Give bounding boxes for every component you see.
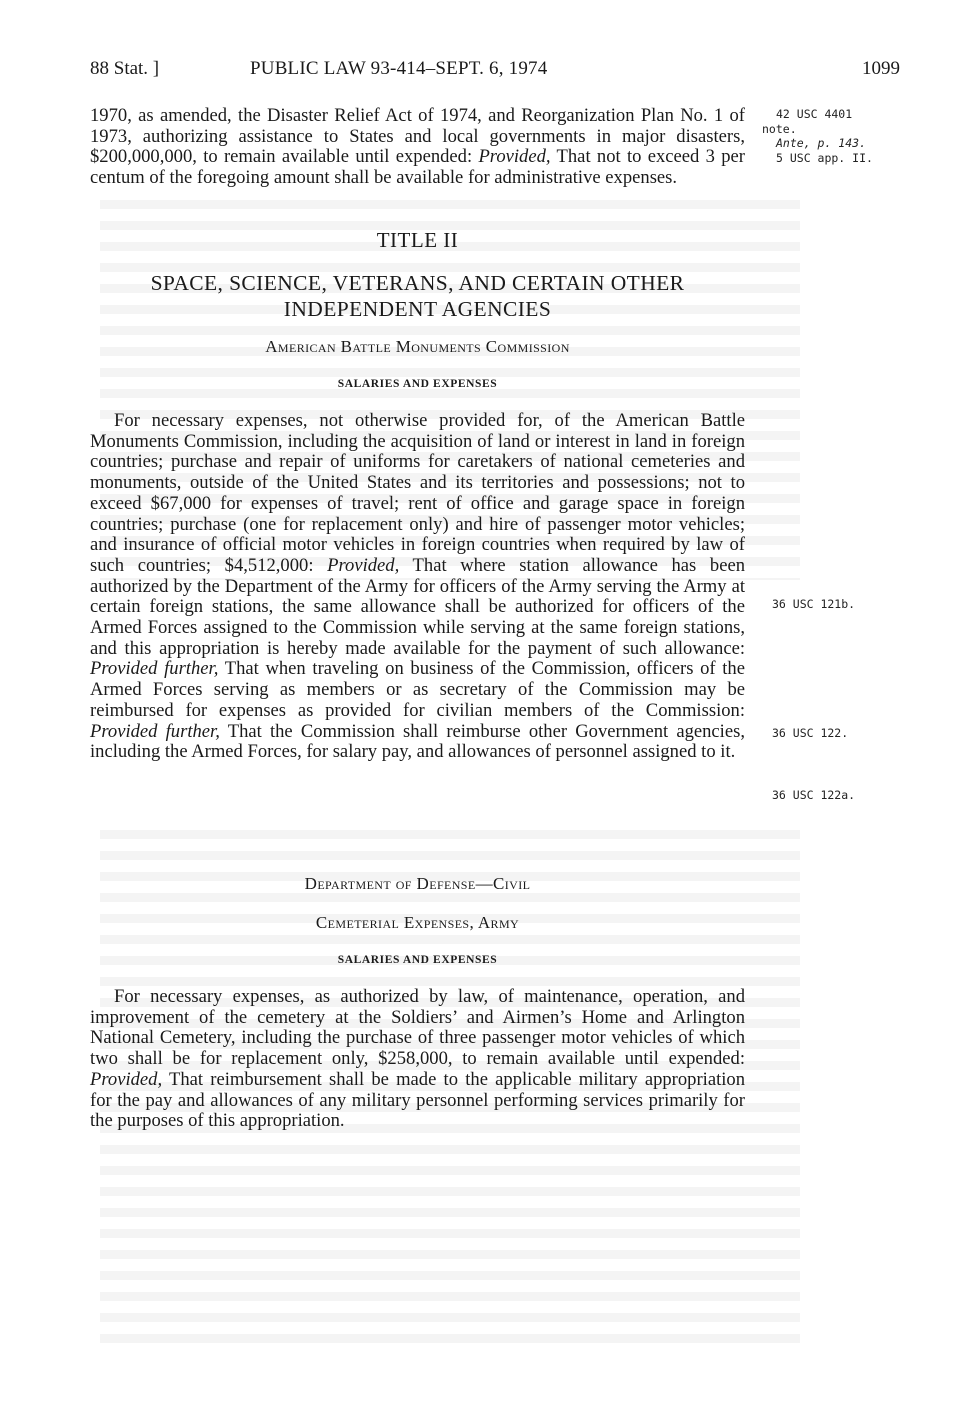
body-text: For necessary expenses, as authorized by law, of maintenance, operation, and improvement of the cemetery at the Soldiers’ and Airmen’s Home and Arlington National Cemetery, including the purchase of three passenger motor vehicles of which two shall be for replacement only, $258,000, to remain available until expended:: [90, 986, 745, 1070]
statute-volume: 88 Stat. ]: [90, 58, 160, 79]
margin-note-36usc122: 36 USC 122.: [772, 726, 849, 740]
margin-note-42usc: [776, 107, 852, 122]
proviso-italic: Provided further,: [90, 720, 220, 742]
proviso-italic: Provided,: [90, 1068, 163, 1090]
defense-subheading-2: SALARIES AND EXPENSES: [337, 954, 498, 966]
intro-paragraph: [90, 106, 745, 189]
margin-note-line: 42 USC 4401: [776, 107, 853, 121]
title-heading-line: INDEPENDENT AGENCIES: [283, 297, 552, 321]
abmc-heading: American Battle Monuments Commission: [265, 337, 570, 356]
intro-text: 1970, as amended, the Disaster Relief Act of 1974, and Reorganization Plan No. 1 of 1973, authorizing assistance to States and local governments in major disasters, $200,000,000, to remain available until expended:: [90, 105, 745, 168]
margin-note-36usc121b: 36 USC 121b.: [772, 597, 856, 611]
margin-note-ante: Ante, p. 143.: [776, 136, 867, 150]
margin-note-5usc: 5 USC app. II.: [776, 151, 873, 165]
defense-heading: Department of Defense—Civil: [304, 874, 531, 893]
title-heading: [90, 270, 745, 322]
title-label: TITLE II: [376, 228, 459, 252]
abmc-paragraph: [90, 411, 745, 763]
page-header: [90, 58, 900, 88]
page-number: 1099: [862, 58, 900, 79]
body-text: That where station allowance has been authorized by the Department of the Army for officers of the Army serving the Army at certain foreign stations, the same allowance shall be authorized for officers of the Armed Forces assigned to the Commission while serving at the same foreign stations, and this appropriation is hereby made available for the payment of such allowance:: [90, 554, 745, 659]
body-text: For necessary expenses, not otherwise provided for, of the American Battle Monuments Commission, including the acquisition of land or interest in land in foreign countries; purchase and repair of uniforms for caretakers of national cemeteries and monuments, outside of the United States and its territories and possessions; not to exceed $67,000 for expenses of travel; rent of office and garage space in foreign countries; purchase (one for replacement only) and hire of passenger motor vehicles; and insurance of official motor vehicles in foreign countries when required by law of such countries; $4,512,000:: [90, 410, 745, 576]
defense-subheading: Cemeterial Expenses, Army: [315, 913, 520, 932]
margin-note-42usc-note: [762, 122, 797, 137]
title-heading-line: SPACE, SCIENCE, VETERANS, AND CERTAIN OTHER: [150, 271, 685, 295]
proviso-italic: Provided,: [327, 554, 400, 576]
proviso-italic: Provided,: [478, 146, 551, 168]
margin-note-line: note.: [762, 122, 797, 136]
defense-paragraph: [90, 987, 745, 1132]
body-text: That the Commission shall reimburse other Government agencies, including the Armed Forces, for salary pay, and allowances of personnel assigned to it.: [90, 720, 745, 763]
law-citation: PUBLIC LAW 93-414–SEPT. 6, 1974: [250, 58, 548, 79]
proviso-italic: Provided further,: [90, 658, 219, 680]
intro-text: That not to exceed 3 per centum of the foregoing amount shall be available for administrative expenses.: [90, 146, 745, 189]
margin-note-36usc122a: 36 USC 122a.: [772, 788, 856, 802]
body-text: That reimbursement shall be made to the applicable military appropriation for the pay and allowances of any military personnel performing services primarily for the purposes of this appropriation.: [90, 1068, 745, 1132]
body-text: That when traveling on business of the Commission, officers of the Armed Forces serving as members or as secretary of the Commission may be reimbursed for expenses as provided for civilian members of the Commission:: [90, 658, 745, 721]
abmc-subheading: SALARIES AND EXPENSES: [337, 378, 498, 390]
